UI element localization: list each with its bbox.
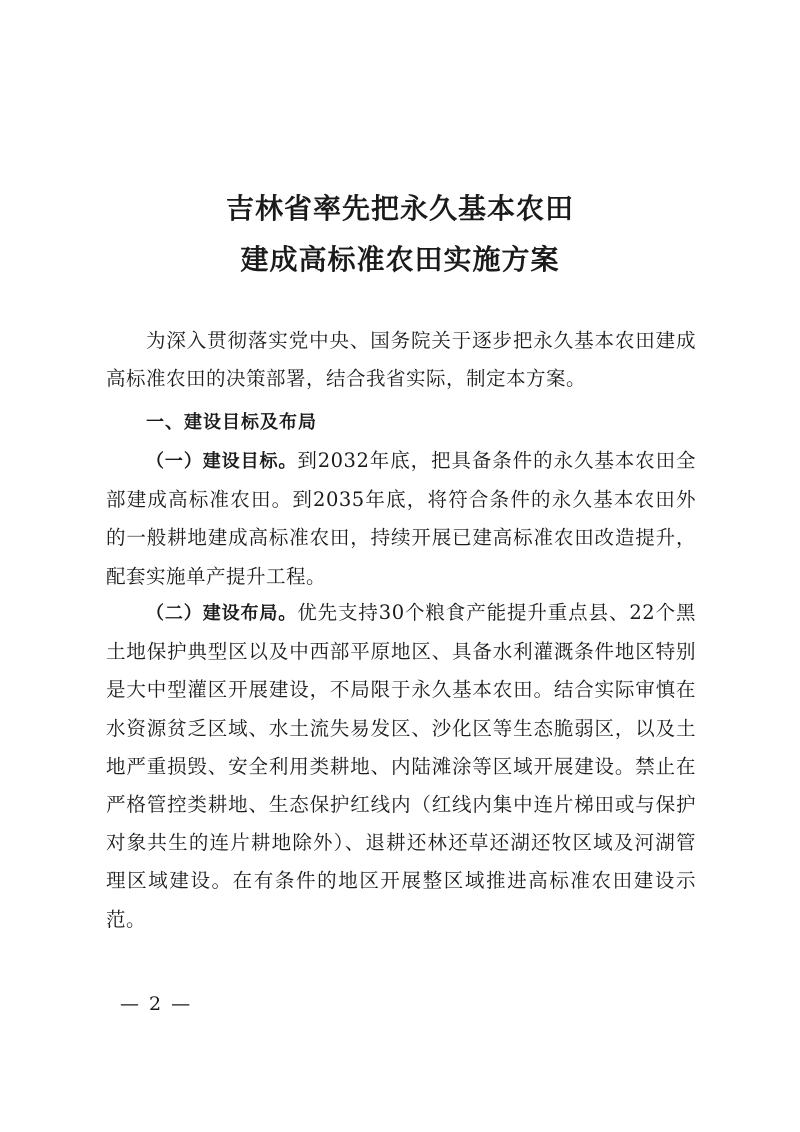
document-title-line-2: 建成高标准农田实施方案 — [240, 243, 560, 276]
section-heading: 一、建设目标及布局 — [146, 412, 317, 433]
subsection-layout-paragraph — [106, 594, 696, 939]
subsection-goal-lead: （一）建设目标。 — [146, 451, 298, 472]
subsection-layout-lead: （二）建设布局。 — [146, 603, 298, 624]
document-title-line-1: 吉林省率先把永久基本农田 — [225, 192, 574, 225]
subsection-goal-text: 到2032年底，把具备条件的永久基本农田全部建成高标准农田。到2035年底，将符合条件的永久基本农田外的一般耕地建成高标准农田，持续开展已建高标准农田改造提升，配套实施单产提升工程。 — [106, 449, 696, 588]
subsection-layout-text: 优先支持30个粮食产能提升重点县、22个黑土地保护典型区以及中西部平原地区、具备水利灌溉条件地区特别是大中型灌区开展建设，不局限于永久基本农田。结合实际审慎在水资源贫乏区域、水土流失易发区、沙化区等生态脆弱区，以及土地严重损毁、安全利用类耕地、内陆滩涂等区域开展建设。禁止在严格管控类耕地、生态保护红线内（红线内集中连片梯田或与保护对象共生的连片耕地除外）、退耕还林还草还湖还牧区域及河湖管理区域建设。在有条件的地区开展整区域推进高标准农田建设示范。 — [106, 601, 696, 931]
subsection-goal-paragraph — [106, 442, 696, 596]
page-number: — 2 — — [120, 993, 193, 1015]
intro-paragraph: 为深入贯彻落实党中央、国务院关于逐步把永久基本农田建成高标准农田的决策部署，结合我省实际，制定本方案。 — [106, 329, 696, 391]
